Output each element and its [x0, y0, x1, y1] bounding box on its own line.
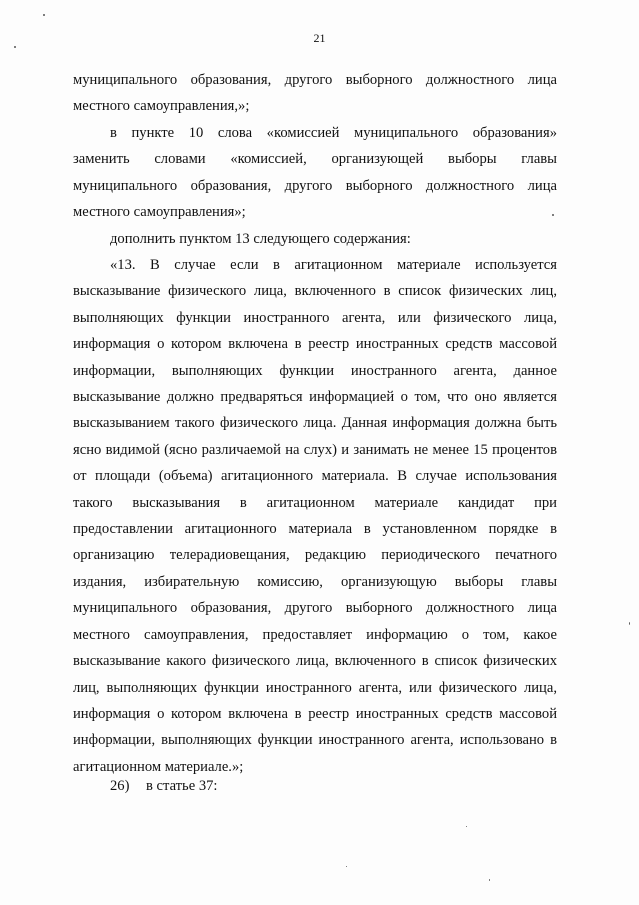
item-text: в статье 37:: [146, 778, 218, 794]
paragraph-continuation: муниципального образования, другого выборного должностного лица местного самоуправления,»;: [73, 72, 557, 115]
scan-speck: [346, 866, 347, 867]
scan-speck: [466, 826, 467, 827]
paragraph-point-13-text: «13. В случае если в агитационном материале используется высказывание физического лица, включенного в список физических лиц, выполняющих функции иностранного агента, или физического лица, информация о котором включена в реестр иностранных средств массовой информации, выполняющих функции иностранного агента, данное высказывание должно предваряться информацией о том, что оно является высказыванием такого физического лица. Данная информация должна быть ясно видимой (ясно различаемой на слух) и занимать не менее 15 процентов от площади (объема) агитационного материала. В случае использования такого высказывания в агитационном материале кандидат при предоставлении агитационного материала в установленном порядке в организацию телерадиовещания, редакцию периодического печатного издания, избирательную комиссию, организующую выборы главы муниципального образования, другого выборного должностного лица местного самоуправления, предоставляет информацию о том, какое высказывание какого физического лица, включенного в список физических лиц, выполняющих функции иностранного агента, или физического лица, информация о котором включена в реестр иностранных средств массовой информации, выполняющих функции иностранного агента, использовано в агитационном материале.»;: [73, 257, 557, 775]
paragraph-add-point-13: дополнить пунктом 13 следующего содержания:: [110, 231, 411, 247]
scan-speck: [552, 214, 554, 216]
scan-speck: [629, 622, 630, 625]
page-number: 21: [313, 31, 326, 45]
scan-speck: [14, 46, 16, 48]
scan-speck: [43, 14, 45, 16]
paragraph-point-10-rest: муниципального образования, другого выборного должностного лица местного самоуправления»;: [73, 178, 557, 221]
item-number: 26): [110, 778, 130, 794]
paragraph-point-10-line-1: в пункте 10 слова «комиссией муниципального образования»: [110, 125, 557, 141]
scan-speck: [489, 879, 490, 881]
paragraph-point-10-line-2: заменить словами «комиссией, организующей выборы главы: [73, 151, 557, 167]
